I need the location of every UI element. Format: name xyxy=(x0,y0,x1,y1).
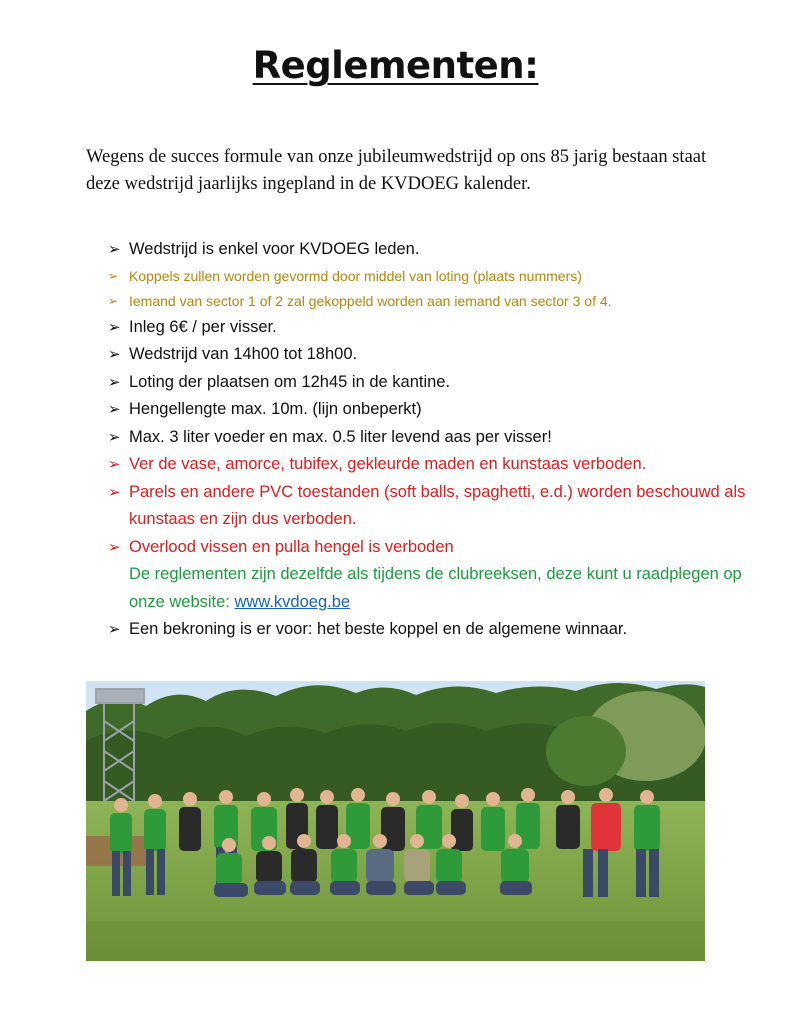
rule-text: Loting der plaatsen om 12h45 in de kantine. xyxy=(129,372,451,391)
page-title: Reglementen: xyxy=(252,44,539,87)
rule-item xyxy=(108,369,748,397)
website-link[interactable]: www.kvdoeg.be xyxy=(234,592,351,611)
group-photo xyxy=(86,681,705,961)
rule-item xyxy=(108,479,748,534)
arrow-bullet-icon: ➢ xyxy=(108,428,121,446)
rule-text: Een bekroning is er voor: het beste koppel en de algemene winnaar. xyxy=(129,620,628,638)
intro-paragraph: Wegens de succes formule van onze jubileumwedstrijd op ons 85 jarig bestaan staat deze wedstrijd jaarlijks ingepland in de KVDOEG kalender. xyxy=(86,147,707,194)
arrow-bullet-icon: ➢ xyxy=(108,268,119,283)
rule-item xyxy=(108,341,748,369)
rule-text: Overlood vissen en pulla hengel is verboden xyxy=(129,537,454,556)
rule-item xyxy=(108,616,748,644)
website-note xyxy=(129,561,748,616)
rule-text: Ver de vase, amorce, tubifex, gekleurde maden en kunstaas verboden. xyxy=(129,455,647,473)
rule-item xyxy=(108,314,748,342)
group-photo-illustration xyxy=(86,681,705,961)
rule-item xyxy=(108,451,748,479)
rule-item xyxy=(108,264,748,289)
rule-text: Koppels zullen worden gevormd door middel van loting (plaats nummers) xyxy=(129,267,582,284)
rule-item xyxy=(108,236,748,264)
arrow-bullet-icon: ➢ xyxy=(108,241,121,258)
rule-text: Inleg 6€ / per visser. xyxy=(129,317,277,336)
rule-text: Wedstrijd is enkel voor KVDOEG leden. xyxy=(129,240,420,258)
rule-text: Iemand van sector 1 of 2 zal gekoppeld worden aan iemand van sector 3 of 4. xyxy=(129,292,612,309)
rule-item xyxy=(108,289,748,314)
rule-item xyxy=(108,424,748,452)
arrow-bullet-icon: ➢ xyxy=(108,401,121,418)
rules-list xyxy=(108,236,748,644)
arrow-bullet-icon: ➢ xyxy=(108,346,121,363)
website-note-text: De reglementen zijn dezelfde als tijdens de clubreeksen, deze kunt u raadplegen op onze website: xyxy=(129,565,742,611)
rule-item xyxy=(108,534,748,617)
rule-item xyxy=(108,396,748,424)
rule-text: Parels en andere PVC toestanden (soft balls, spaghetti, e.d.) worden beschouwd als kunstaas en zijn dus verboden. xyxy=(129,482,746,528)
arrow-bullet-icon: ➢ xyxy=(108,483,121,501)
arrow-bullet-icon: ➢ xyxy=(108,538,121,556)
rule-text: Hengellengte max. 10m. (lijn onbeperkt) xyxy=(129,400,422,418)
arrow-bullet-icon: ➢ xyxy=(108,293,119,308)
rule-text: Max. 3 liter voeder en max. 0.5 liter levend aas per visser! xyxy=(129,427,552,446)
arrow-bullet-icon: ➢ xyxy=(108,456,121,473)
arrow-bullet-icon: ➢ xyxy=(108,318,121,336)
arrow-bullet-icon: ➢ xyxy=(108,621,121,638)
arrow-bullet-icon: ➢ xyxy=(108,373,121,391)
rule-text: Wedstrijd van 14h00 tot 18h00. xyxy=(129,345,358,363)
